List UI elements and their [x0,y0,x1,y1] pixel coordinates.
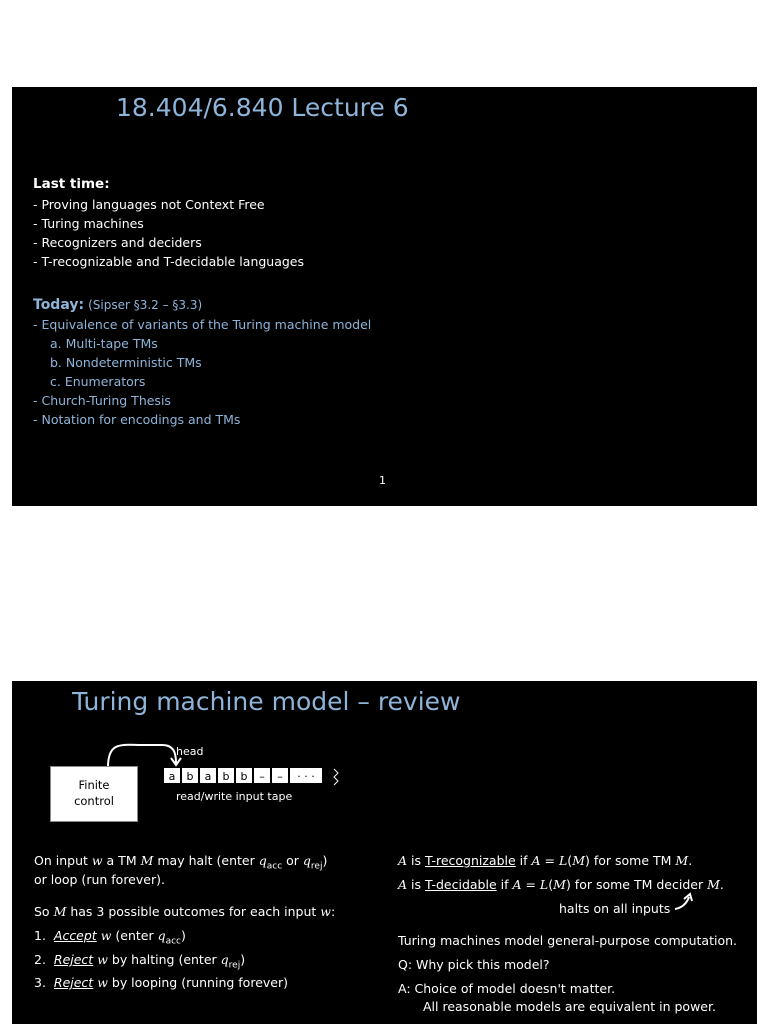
tape-label: read/write input tape [176,790,293,803]
today-line [33,295,202,315]
tape-cell: – [271,767,289,784]
slide-2 [12,681,757,1024]
list-item: b. Nondeterministic TMs [50,355,202,370]
halt-description-line-2: or loop (run forever). [34,872,165,887]
list-item: - Notation for encodings and TMs [33,412,241,427]
finite-control-label-2: control [74,794,114,808]
today-list [33,315,371,429]
tape-cell: a [199,767,217,784]
t-recognizable-definition: A is T-recognizable if A = L(M) for some TM M. [398,853,693,868]
t-decidable-definition: A is T-decidable if A = L(M) for some TM decider M. [398,877,724,892]
list-item: - Proving languages not Context Free [33,197,265,212]
general-purpose-statement: Turing machines model general-purpose computation. [398,933,738,948]
answer-line-2: All reasonable models are equivalent in power. [423,999,716,1014]
last-time-heading: Last time: [33,176,110,192]
slide-1 [12,87,757,506]
head-label: head [176,745,204,758]
outcome-1: 1. Accept w (enter $q_{acc}$) [34,928,186,947]
tape-cell: b [235,767,253,784]
list-item: a. Multi-tape TMs [50,336,158,351]
last-time-list [33,195,304,271]
outcomes-intro: So M has 3 possible outcomes for each input w: [34,904,336,919]
list-item: - Turing machines [33,216,144,231]
slide-1-title: 18.404/6.840 Lecture 6 [116,93,409,122]
tape-cell: a [163,767,181,784]
today-reference: (Sipser §3.2 – §3.3) [88,298,203,312]
list-item: - Recognizers and deciders [33,235,202,250]
answer-line-1: A: Choice of model doesn't matter. [398,981,616,996]
list-item: c. Enumerators [50,374,146,389]
tape-cell: – [253,767,271,784]
tape-cell: b [217,767,235,784]
slide-2-title: Turing machine model – review [72,687,461,716]
list-item: - T-recognizable and T-decidable languages [33,254,305,269]
list-item: - Equivalence of variants of the Turing machine model [33,317,372,332]
page-number: 1 [379,474,386,487]
outcome-3: 3. Reject w by looping (running forever) [34,975,288,990]
question-line: Q: Why pick this model? [398,957,550,972]
halts-note: halts on all inputs [559,901,671,916]
outcome-2: 2. Reject w by halting (enter $q_{rej}$) [34,952,246,971]
tape-cell: b [181,767,199,784]
tape-cell-ellipsis: · · · [289,767,322,784]
today-heading: Today: [33,297,85,313]
list-item: - Church-Turing Thesis [33,393,171,408]
finite-control-label-1: Finite [78,778,110,792]
finite-control-box [50,766,138,822]
halt-description-line-1: On input w a TM M may halt (enter $q_{acc}$ or $q_{rej}$) [34,853,328,872]
